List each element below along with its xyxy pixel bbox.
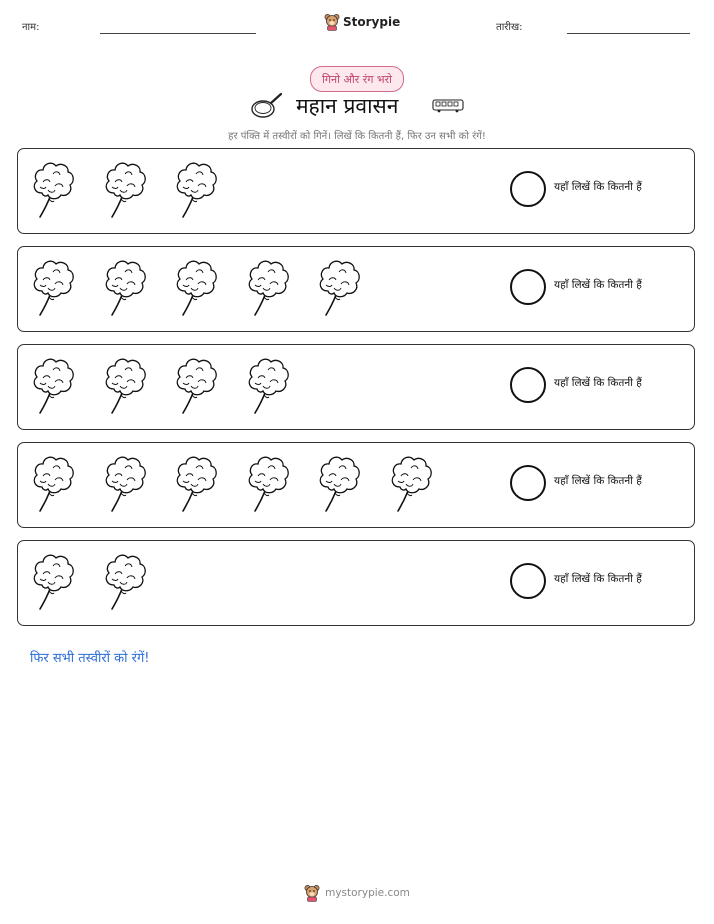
bear-mascot-icon <box>324 13 340 31</box>
subtitle-badge: गिनो और रंग भरो <box>310 66 404 92</box>
name-label: नाम: <box>22 22 40 33</box>
cotton-plant-icon[interactable] <box>171 255 219 317</box>
cotton-plant-icon[interactable] <box>100 157 148 219</box>
date-label: तारीख: <box>496 22 523 33</box>
answer-circle[interactable] <box>510 171 546 207</box>
answer-label: यहाँ लिखें कि कितनी हैं <box>554 377 642 389</box>
cotton-plant-icon[interactable] <box>100 255 148 317</box>
brand-name: Storypie <box>343 15 401 29</box>
counting-row <box>17 442 695 528</box>
brand-logo <box>324 13 400 31</box>
cotton-plant-icon[interactable] <box>243 451 291 513</box>
answer-label: यहाँ लिखें कि कितनी हैं <box>554 181 642 193</box>
answer-circle[interactable] <box>510 563 546 599</box>
frying-pan-icon <box>250 92 284 120</box>
cotton-plant-icon[interactable] <box>28 353 76 415</box>
cotton-plant-icon[interactable] <box>171 353 219 415</box>
train-icon <box>432 99 464 113</box>
footer-url[interactable]: mystorypie.com <box>325 887 410 899</box>
cotton-plant-icon[interactable] <box>243 353 291 415</box>
cotton-plant-icon[interactable] <box>171 157 219 219</box>
counting-row <box>17 540 695 626</box>
answer-circle[interactable] <box>510 367 546 403</box>
cotton-plant-icon[interactable] <box>100 353 148 415</box>
answer-label: यहाँ लिखें कि कितनी हैं <box>554 279 642 291</box>
page-title: महान प्रवासन <box>296 94 399 118</box>
counting-row <box>17 148 695 234</box>
counting-row <box>17 246 695 332</box>
counting-row <box>17 344 695 430</box>
answer-circle[interactable] <box>510 269 546 305</box>
cotton-plant-icon[interactable] <box>100 451 148 513</box>
name-line[interactable] <box>100 33 256 34</box>
cotton-plant-icon[interactable] <box>386 451 434 513</box>
answer-label: यहाँ लिखें कि कितनी हैं <box>554 573 642 585</box>
cotton-plant-icon[interactable] <box>243 255 291 317</box>
bear-mascot-icon <box>304 884 320 902</box>
cotton-plant-icon[interactable] <box>314 255 362 317</box>
answer-circle[interactable] <box>510 465 546 501</box>
cotton-plant-icon[interactable] <box>100 549 148 611</box>
cotton-plant-icon[interactable] <box>28 255 76 317</box>
cotton-plant-icon[interactable] <box>171 451 219 513</box>
answer-label: यहाँ लिखें कि कितनी हैं <box>554 475 642 487</box>
instructions: हर पंक्ति में तस्वीरों को गिनें। लिखें कि कितनी हैं, फिर उन सभी को रंगें! <box>228 131 486 142</box>
cotton-plant-icon[interactable] <box>314 451 362 513</box>
cotton-plant-icon[interactable] <box>28 451 76 513</box>
footer <box>0 884 714 902</box>
date-line[interactable] <box>567 33 690 34</box>
cotton-plant-icon[interactable] <box>28 549 76 611</box>
cotton-plant-icon[interactable] <box>28 157 76 219</box>
footer-note: फिर सभी तस्वीरों को रंगें! <box>30 651 150 666</box>
title-row <box>0 92 714 120</box>
